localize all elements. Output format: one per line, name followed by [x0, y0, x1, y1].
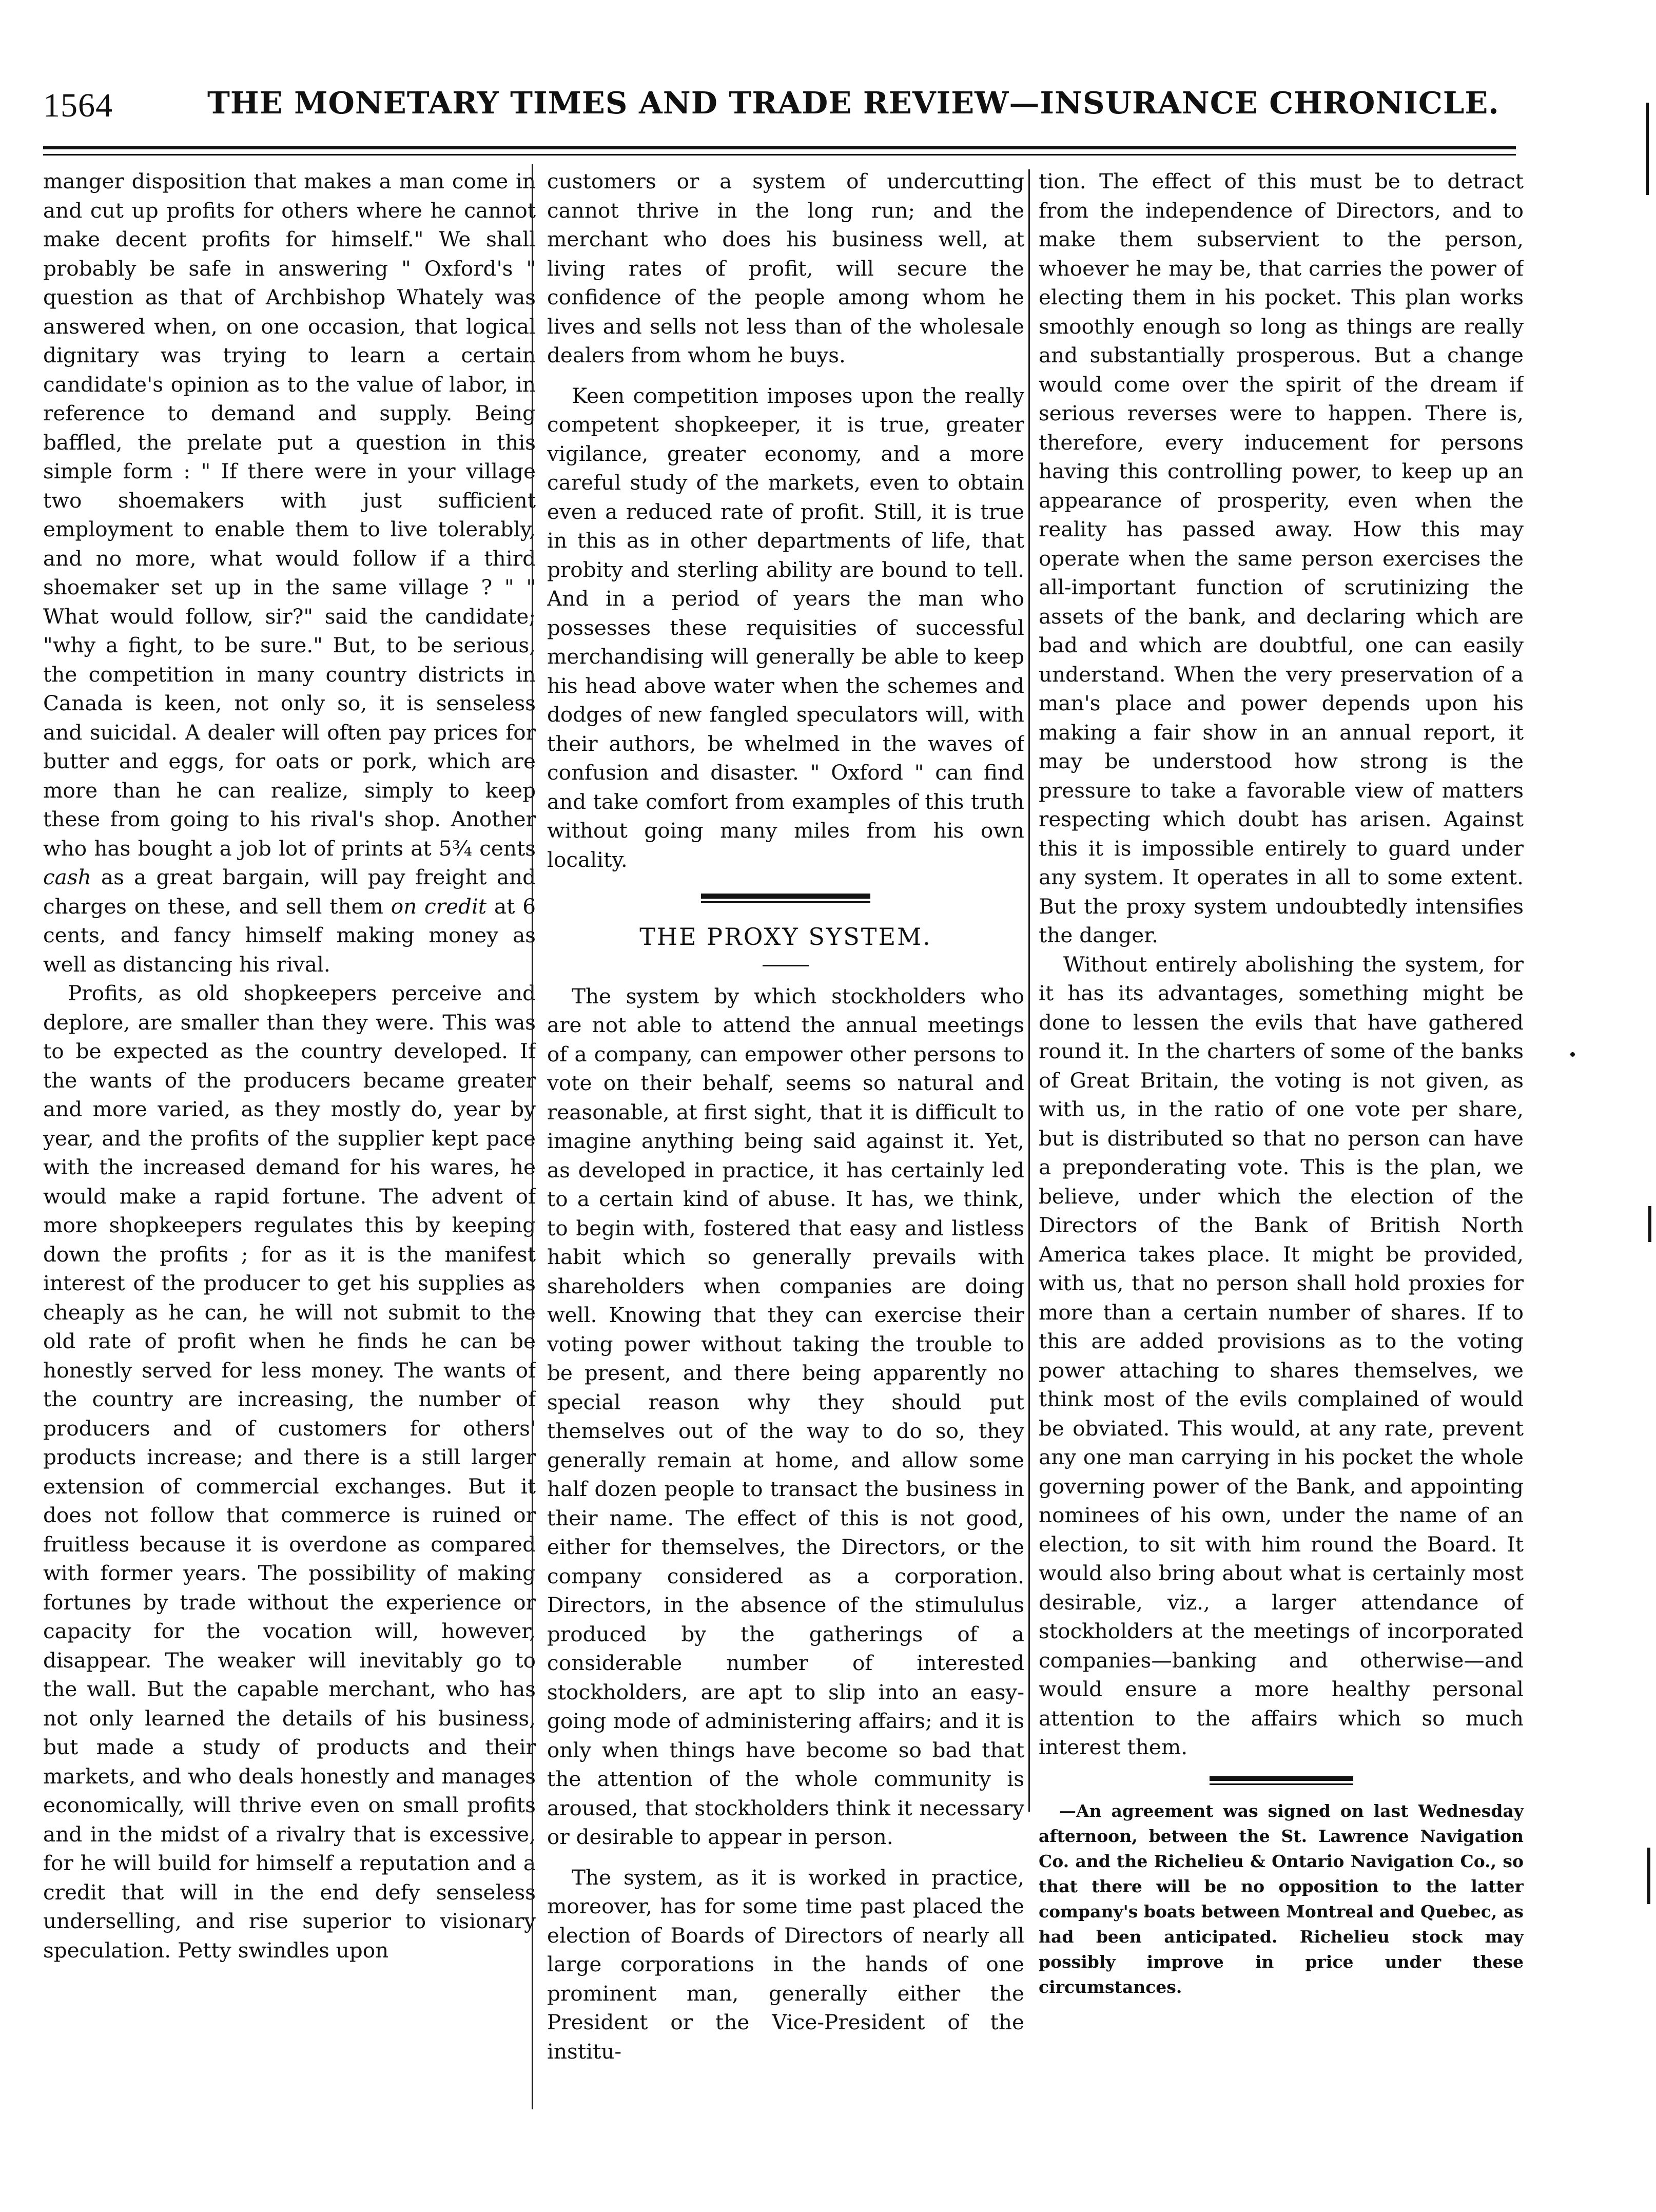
italic-on-credit: on credit	[391, 894, 487, 919]
scan-edge-mark	[1647, 1848, 1650, 1904]
section-title-underrule	[763, 965, 809, 966]
middle-paragraph-1: customers or a system of undercutting cannot thrive in the long run; and the merchant who does his business well, at living rates of profit, will secure the confidence of the people among whom he lives and sells not less than of the wholesale dealers from whom he buys.	[547, 169, 1024, 367]
page-number: 1564	[43, 87, 113, 124]
left-paragraph-2: Profits, as old shopkeepers perceive and deplore, are smaller than they were. This was to be expected as the country developed. If the wants of the producers became greater and more varied, as they mostly do, year by year, and the profits of the supplier kept pace with the increased demand for his wares, he would make a rapid fortune. The advent of more shopkeepers regulates this by keeping down the profits ; for as it is the manifest interest of the producer to get his supplies as cheaply as he can, he will not submit to the old rate of profit when he finds he can be honestly served for less money. The wants of the country are increasing, the number of producers and of customers for others' products increase; and there is a still larger extension of commercial exchanges. But it does not follow that commerce is ruined or fruitless because it is overdone as compared with former years. The possibility of making fortunes by trade without the experience or capacity for the vocation will, however, disappear. The weaker will inevitably go to the wall. But the capable merchant, who has not only learned the details of his business, but made a study of products and their markets, and who deals honestly and manages economically, will thrive even on small profits and in the midst of a rivalry that is excessive, for he will build for himself a reputation and a credit that will in the end defy senseless underselling, and rise superior to visionary speculation. Petty swindles upon	[43, 981, 536, 1963]
price-fraction: 5¾	[438, 836, 472, 861]
right-column	[1039, 167, 1524, 2112]
middle-column	[547, 167, 1024, 2112]
news-item	[1039, 1798, 1524, 2000]
page-header	[43, 77, 1516, 133]
right-paragraph-1: tion. The effect of this must be to detract from the independence of Directors, and to make them subservient to the person, whoever he may be, that carries the power of electing them in his pocket. This plan works smoothly enough so long as things are really and substantially prosperous. But a change would come over the spirit of the dream if serious reverses were to happen. There is, therefore, every inducement for persons having this controlling power, to keep up an appearance of prosperity, even when the reality has passed away. How this may operate when the same person exercises the all-important function of scrutinizing the assets of the bank, and declaring which are bad and which are doubtful, one can easily understand. When the very preservation of a man's place and power depends upon his making a fair show in an annual report, it may be understood how strong is the pressure to take a favorable view of matters respecting which doubt has arisen. Against this it is impossible entirely to guard under any system. It operates in all to some extent. But the proxy system undoubtedly intensifies the danger.	[1039, 169, 1524, 947]
left-p1-mid: cents	[479, 836, 536, 861]
left-p1-end: at 6 cents, and fancy himself making money as well as distancing his rival.	[43, 894, 536, 977]
news-rule-thick	[1210, 1776, 1353, 1781]
left-p1-text: manger disposition that makes a man come in and cut up profits for others where he cannot make decent profits for himself." We shall probably be safe in answering " Oxford's " question as that of Archbishop Whately was answered when, on one occasion, that logical dignitary was trying to learn a certain candidate's opinion as to the value of labor, in reference to demand and supply. Being baffled, the prelate put a question in this simple form : " If there were in your village two shoemakers with just sufficient employment to enable them to live tolerably, and no more, what would follow if a third shoemaker set up in the same village ? " " What would follow, sir?" said the candidate; "why a fight, to be sure." But, to be serious, the competition in many country districts in Canada is keen, not only so, it is senseless and suicidal. A dealer will often pay prices for butter and eggs, for oats or pork, which are more than he can realize, simply to keep these from going to his rival's shop. Another who has bought a job lot of prints at	[43, 169, 536, 861]
header-rule-thin	[43, 154, 1516, 156]
header-rule-thick	[43, 146, 1516, 149]
middle-paragraph-2: Keen competition imposes upon the really competent shopkeeper, it is true, greater vigilance, greater economy, and a more careful study of the markets, even to obtain even a reduced rate of profit. Still, it is true in this as in other departments of life, that probity and sterling ability are bound to tell. And in a period of years the man who possesses these requisities of successful merchandising will generally be able to keep his head above water when the schemes and dodges of new fangled speculators will, with their authors, be whelmed in the waves of confusion and disaster. " Oxford " can find and take comfort from examples of this truth without going many miles from his own locality.	[547, 383, 1024, 872]
section-rule-thick	[701, 894, 870, 899]
news-item-text: —An agreement was signed on last Wednesday afternoon, between the St. Lawrence Navigation Co. and the Richelieu & Ontario Navigation Co., so that there will be no opposition to the latter company's boats between Montreal and Quebec, as had been anticipated. Richelieu stock may possibly improve in price under these circumstances.	[1039, 1800, 1524, 1997]
right-paragraph-2: Without entirely abolishing the system, for it has its advantages, something might be done to lessen the evils that have gathered round it. In the charters of some of the banks of Great Britain, the voting is not given, as with us, in the ratio of one vote per share, but is distributed so that no person can have a preponderating vote. This is the plan, we believe, under which the election of the Directors of the Bank of British North America takes place. It might be provided, with us, that no person shall hold proxies for more than a certain number of shares. If to this are added provisions as to the voting power attaching to shares themselves, we think most of the evils complained of would be obviated. This would, at any rate, prevent any one man carrying in his pocket the whole governing power of the Bank, and appointing nominees of his own, under the name of an election, to sit with him round the Board. It would also bring about what is certainly most desirable, viz., a larger attendance of stockholders at the meetings of incorporated companies—banking and otherwise—and would ensure a more healthy personal attention to the affairs which so much interest them.	[1039, 952, 1524, 1759]
scan-edge-mark	[1570, 1052, 1575, 1057]
middle-paragraph-4: The system, as it is worked in practice, moreover, has for some time past placed the election of Boards of Directors of nearly all large corporations in the hands of one prominent man, generally either the President or the Vice-President of the institu-	[547, 1865, 1024, 2064]
left-p1-mid2: as a great bargain, will pay freight and charges on these, and sell them	[43, 865, 536, 919]
italic-cash: cash	[43, 865, 91, 889]
scan-edge-mark	[1648, 1206, 1651, 1242]
news-rule-thin	[1210, 1783, 1353, 1785]
middle-paragraph-3: The system by which stockholders who are not able to attend the annual meetings of a company, can empower other persons to vote on their behalf, seems so natural and reasonable, at first sight, that it is difficult to imagine anything being said against it. Yet, as developed in practice, it has certainly led to a certain kind of abuse. It has, we think, to begin with, fostered that easy and listless habit which so generally prevails with shareholders when companies are doing well. Knowing that they can exercise their voting power without taking the trouble to be present, and there being apparently no special reason why they should put themselves out of the way to do so, they generally remain at home, and allow some half dozen people to transact the business in their name. The effect of this is not good, either for themselves, the Directors, or the company considered as a corporation. Directors, in the absence of the stimululus produced by the gatherings of a considerable number of interested stockholders, are apt to slip into an easy-going mode of administering affairs; and it is only when things have become so bad that the attention of the whole community is aroused, that stockholders think it necessary or desirable to appear in person.	[547, 983, 1024, 1849]
scan-edge-mark	[1646, 103, 1649, 195]
section-rule-thin	[701, 901, 870, 903]
running-title: THE MONETARY TIMES AND TRADE REVIEW—INSURANCE CHRONICLE.	[207, 85, 1499, 121]
column-divider-right	[1028, 169, 1030, 1812]
left-paragraph-1	[43, 167, 536, 979]
left-column	[43, 167, 536, 2112]
section-title: THE PROXY SYSTEM.	[639, 923, 932, 950]
